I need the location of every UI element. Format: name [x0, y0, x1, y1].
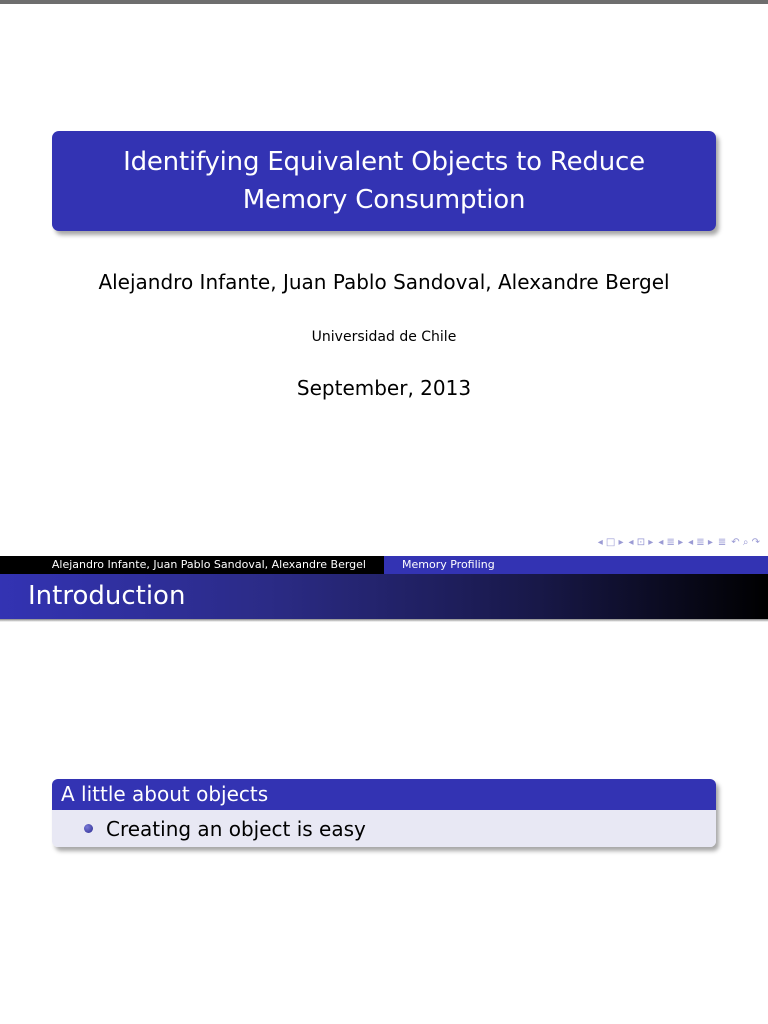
footline-title: Memory Profiling	[384, 556, 768, 574]
presentation-title: Identifying Equivalent Objects to Reduce Memory Consumption	[123, 147, 645, 215]
footline-authors: Alejandro Infante, Juan Pablo Sandoval, Alexandre Bergel	[0, 556, 384, 574]
nav-subsection-icon[interactable]: ◂ ⊡ ▸	[628, 537, 654, 548]
nav-document-icon[interactable]: ◂ ≣ ▸	[688, 537, 713, 548]
nav-align-icon[interactable]: ≣	[717, 537, 727, 548]
block-body	[52, 810, 716, 847]
institute: Universidad de Chile	[311, 329, 457, 345]
beamer-navigation[interactable]	[598, 537, 760, 548]
title-box	[52, 131, 716, 231]
footline	[0, 556, 768, 574]
top-divider	[0, 0, 768, 4]
block-title: A little about objects	[52, 779, 716, 810]
bullet-icon	[84, 824, 93, 833]
frame-title: Introduction	[0, 574, 768, 619]
list-item: Creating an object is easy	[106, 816, 366, 841]
date: September, 2013	[296, 376, 472, 400]
intro-slide	[0, 574, 768, 1024]
nav-search-icon[interactable]: ↶ ⌕ ↷	[731, 537, 760, 548]
authors: Alejandro Infante, Juan Pablo Sandoval, Alexandre Bergel	[98, 270, 670, 294]
frame-title-shadow	[0, 619, 768, 622]
nav-section-icon[interactable]: ◂ ≣ ▸	[658, 537, 684, 548]
nav-frame-icon[interactable]: ◂ □ ▸	[597, 537, 624, 548]
content-block	[52, 779, 716, 847]
